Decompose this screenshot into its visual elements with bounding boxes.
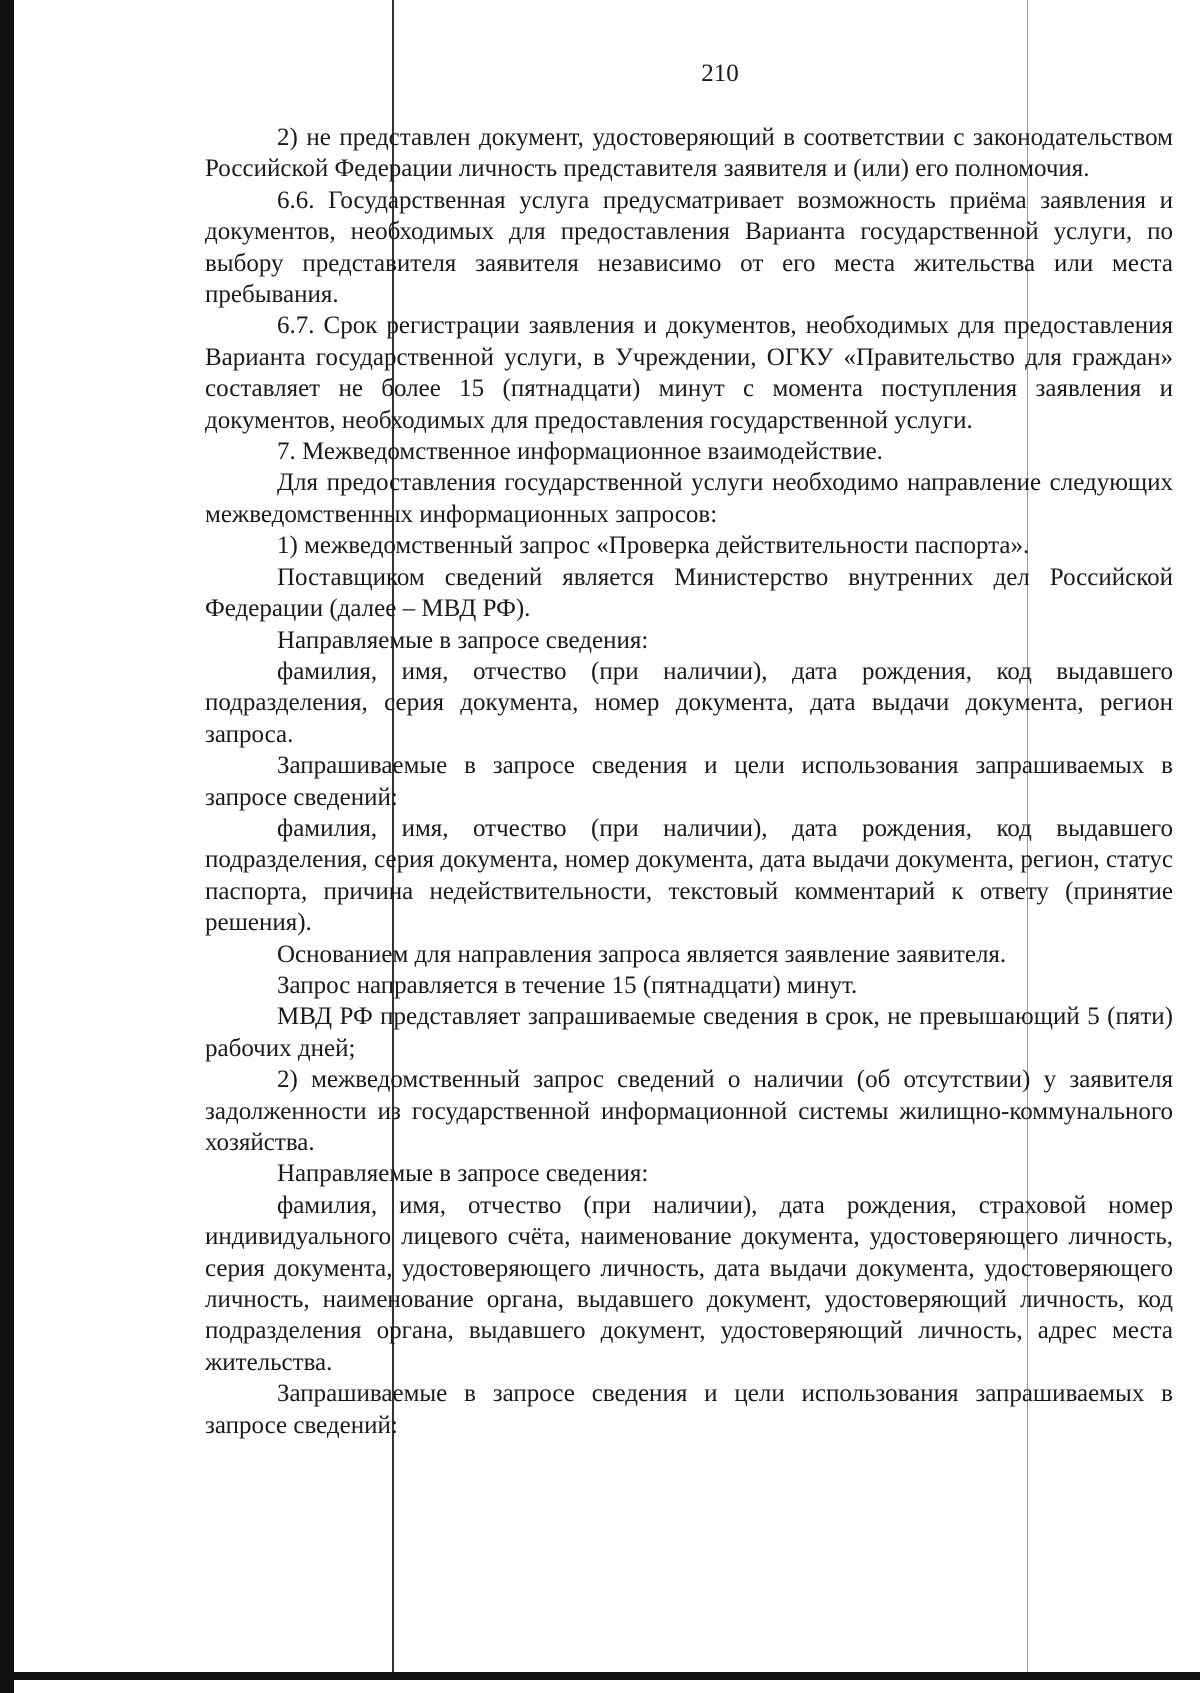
paragraph: Направляемые в запросе сведения: [277, 626, 649, 654]
paragraph: Запрашиваемые в запросе сведения и цели использования запрашиваемых в запросе сведений: [205, 752, 1173, 811]
paragraph: фамилия, имя, отчество (при наличии), дата рождения, код выдавшего подразделения, серия документа, номер документа, дата выдачи документа, регион запроса. [205, 657, 1173, 748]
scan-border-bottom [0, 1672, 1200, 1680]
paragraph: фамилия, имя, отчество (при наличии), дата рождения, страховой номер индивидуального лицевого счёта, наименование документа, удостоверяющего личность, серия документа, удостоверяющего личность, дата выдачи документа, удостоверяющего личность, наименование органа, выдавшего документ, удостоверяющий личность, код подразделения органа, выдавшего документ, удостоверяющий личность, адрес места жительства. [205, 1191, 1173, 1376]
paragraph: 6.6. Государственная услуга предусматривает возможность приёма заявления и документов, необходимых для предоставления Варианта государственной услуги, по выбору представителя заявителя независимо от его места жительства или места пребывания. [205, 186, 1173, 309]
document-body [205, 122, 1173, 1441]
paragraph: Основанием для направления запроса является заявление заявителя. [277, 940, 1007, 968]
paragraph: МВД РФ представляет запрашиваемые сведения в срок, не превышающий 5 (пяти) рабочих дней; [205, 1003, 1173, 1062]
paragraph: 6.7. Срок регистрации заявления и документов, необходимых для предоставления Варианта государственной услуги, в Учреждении, ОГКУ «Правительство для граждан» составляет не более 15 (пятнадцати) минут с момента поступления заявления и документов, необходимых для предоставления государственной услуги. [205, 312, 1173, 434]
paragraph: 2) не представлен документ, удостоверяющий в соответствии с законодательством Российской Федерации личность представителя заявителя и (или) его полномочия. [205, 124, 1173, 183]
paragraph: Запрос направляется в течение 15 (пятнадцати) минут. [277, 971, 858, 999]
scan-border-left [0, 0, 14, 1693]
paragraph: Для предоставления государственной услуги необходимо направление следующих межведомственных информационных запросов: [205, 469, 1173, 528]
paragraph: Запрашиваемые в запросе сведения и цели использования запрашиваемых в запросе сведений: [205, 1380, 1173, 1439]
paragraph: Поставщиком сведений является Министерство внутренних дел Российской Федерации (далее – МВД РФ). [205, 563, 1173, 623]
paragraph: Направляемые в запросе сведения: [277, 1160, 649, 1188]
paragraph: фамилия, имя, отчество (при наличии), дата рождения, код выдавшего подразделения, серия документа, номер документа, дата выдачи документа, регион, статус паспорта, причина недействительности, текстовый комментарий к ответу (принятие решения). [205, 814, 1173, 937]
paragraph: 2) межведомственный запрос сведений о наличии (об отсутствии) у заявителя задолженности из государственной информационной системы жилищно-коммунального хозяйства. [205, 1066, 1173, 1156]
page-number: 210 [701, 60, 739, 87]
section-heading: 7. Межведомственное информационное взаимодействие. [277, 438, 883, 466]
paragraph: 1) межведомственный запрос «Проверка действительности паспорта». [277, 532, 1030, 560]
